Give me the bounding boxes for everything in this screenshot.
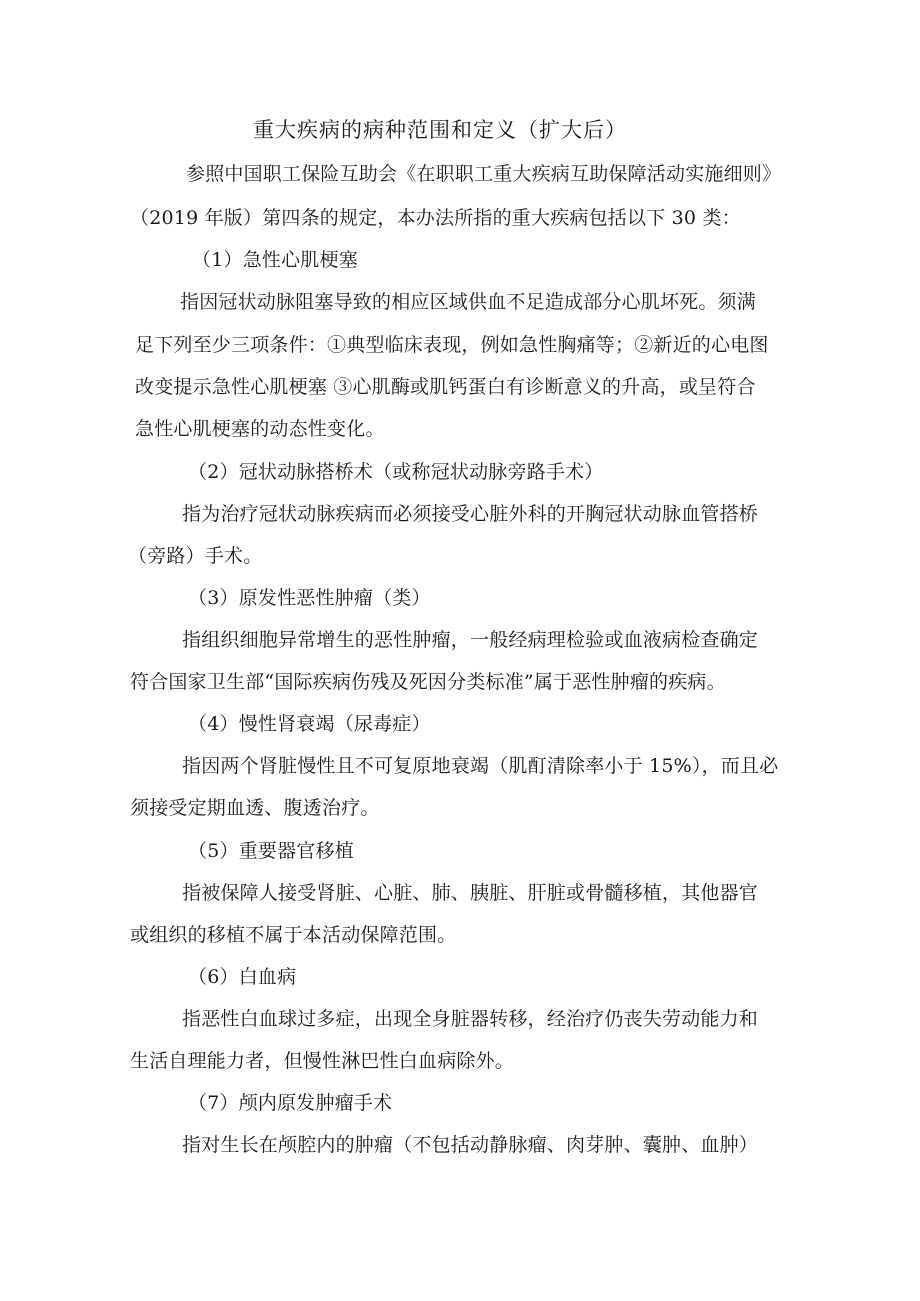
item-2-line-1: 指为治疗冠状动脉疾病而必须接受心脏外科的开胸冠状动脉血管搭桥 — [182, 503, 759, 525]
intro-line-1: 参照中国职工保险互助会《在职职工重大疾病互助保障活动实施细则》 — [186, 163, 782, 185]
item-heading-4: （4）慢性肾衰竭（尿毒症） — [188, 713, 431, 735]
item-heading-5: （5）重要器官移植 — [188, 840, 354, 862]
item-1-line-2: 足下列至少三项条件：①典型临床表现，例如急性胸痛等；②新近的心电图 — [135, 334, 769, 356]
item-5-line-1: 指被保障人接受肾脏、心脏、肺、胰脏、肝脏或骨髓移植，其他器官 — [182, 882, 759, 904]
item-5-line-2: 或组织的移植不属于本活动保障范围。 — [130, 924, 457, 946]
item-heading-7: （7）颅内原发肿瘤手术 — [188, 1092, 393, 1114]
item-heading-1: （1）急性心肌梗塞 — [192, 249, 358, 271]
item-1-line-1: 指因冠状动脉阻塞导致的相应区域供血不足造成部分心肌坏死。须满 — [180, 291, 757, 313]
document-title: 重大疾病的病种范围和定义（扩大后） — [253, 118, 627, 142]
item-7-line-1: 指对生长在颅腔内的肿瘤（不包括动静脉瘤、肉芽肿、囊肿、血肿） — [182, 1134, 759, 1156]
item-heading-6: （6）白血病 — [188, 966, 297, 988]
item-1-line-3: 改变提示急性心肌梗塞 ③心肌酶或肌钙蛋白有诊断意义的升高，或呈符合 — [135, 376, 756, 398]
item-heading-3: （3）原发性恶性肿瘤（类） — [188, 587, 431, 609]
item-4-line-2: 须接受定期血透、腹透治疗。 — [130, 797, 380, 819]
item-3-line-2: 符合国家卫生部“国际疾病伤残及死因分类标准”属于恶性肿瘤的疾病。 — [130, 671, 726, 693]
item-6-line-2: 生活自理能力者，但慢性淋巴性白血病除外。 — [130, 1050, 515, 1072]
intro-line-2: （2019 年版）第四条的规定，本办法所指的重大疾病包括以下 30 类： — [130, 207, 741, 229]
item-3-line-1: 指组织细胞异常增生的恶性肿瘤，一般经病理检验或血液病检查确定 — [182, 629, 759, 651]
item-4-line-1: 指因两个肾脏慢性且不可复原地衰竭（肌酊清除率小于 15%），而且必 — [182, 755, 779, 777]
item-6-line-1: 指恶性白血球过多症，出现全身脏器转移，经治疗仍丧失劳动能力和 — [182, 1008, 759, 1030]
item-1-line-4: 急性心肌梗塞的动态性变化。 — [135, 418, 385, 440]
item-2-line-2: （旁路）手术。 — [128, 545, 263, 567]
item-heading-2: （2）冠状动脉搭桥术（或称冠状动脉旁路手术） — [188, 461, 604, 483]
